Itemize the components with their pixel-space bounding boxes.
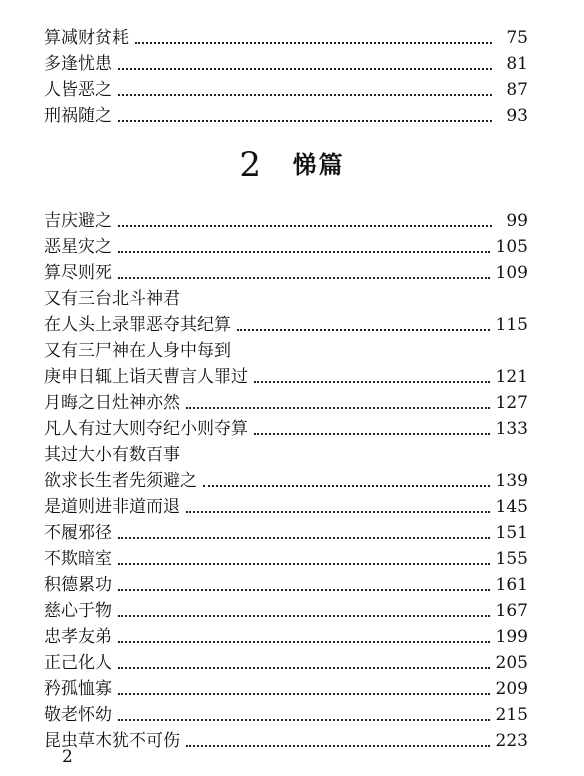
toc-dot-leader bbox=[118, 589, 490, 591]
toc-dot-leader bbox=[186, 745, 490, 747]
toc-entry bbox=[44, 258, 528, 284]
toc-entry-page: 115 bbox=[495, 315, 528, 335]
toc-dot-leader bbox=[118, 537, 490, 539]
toc-dot-leader bbox=[118, 277, 490, 279]
toc-entry-title: 积德累功 bbox=[44, 575, 112, 595]
toc-dot-leader bbox=[118, 641, 490, 643]
toc-entry-page: 109 bbox=[495, 263, 528, 283]
toc-dot-leader bbox=[186, 407, 490, 409]
toc-entry bbox=[44, 388, 528, 414]
toc-entry-page: 151 bbox=[495, 523, 528, 543]
toc-dot-leader bbox=[254, 381, 490, 383]
toc-entry-title: 是道则进非道而退 bbox=[44, 497, 180, 517]
toc-entry-page: 127 bbox=[495, 393, 528, 413]
toc-dot-leader bbox=[135, 42, 492, 44]
toc-dot-leader bbox=[237, 329, 490, 331]
toc-entry-page: 215 bbox=[495, 705, 528, 725]
toc-dot-leader bbox=[118, 94, 492, 96]
toc-entry bbox=[44, 466, 528, 492]
toc-entry bbox=[44, 492, 528, 518]
toc-entry-page: 145 bbox=[495, 497, 528, 517]
toc-entry-title: 庚申日辄上诣天曹言人罪过 bbox=[44, 367, 248, 387]
toc-entry-page: 81 bbox=[506, 54, 528, 74]
chapter-title: 悌篇 bbox=[292, 150, 345, 179]
toc-entry bbox=[44, 674, 528, 700]
toc-dot-leader bbox=[118, 615, 490, 617]
toc-entry-title: 又有三尸神在人身中每到 bbox=[44, 341, 231, 361]
toc-entry-title: 不欺暗室 bbox=[44, 549, 112, 569]
toc-entry-line bbox=[44, 284, 528, 310]
toc-entry bbox=[44, 362, 528, 388]
toc-entry-title: 刑祸随之 bbox=[44, 106, 112, 126]
toc-entry bbox=[44, 648, 528, 674]
toc-entry bbox=[44, 518, 528, 544]
toc-dot-leader bbox=[203, 485, 490, 487]
toc-entry-title: 不履邪径 bbox=[44, 523, 112, 543]
toc-dot-leader bbox=[254, 433, 490, 435]
toc-entry-title: 算尽则死 bbox=[44, 263, 112, 283]
toc-entry-title: 在人头上录罪恶夺其纪算 bbox=[44, 315, 231, 335]
toc-entry-title: 敬老怀幼 bbox=[44, 705, 112, 725]
toc-entry-page: 167 bbox=[495, 601, 528, 621]
toc-entry-line bbox=[44, 336, 528, 362]
toc-dot-leader bbox=[118, 719, 490, 721]
toc-dot-leader bbox=[118, 251, 490, 253]
toc-entry-title: 正己化人 bbox=[44, 653, 112, 673]
toc-entry bbox=[44, 206, 528, 232]
toc-entry-title: 月晦之日灶神亦然 bbox=[44, 393, 180, 413]
toc-entry-title: 慈心于物 bbox=[44, 601, 112, 621]
toc-entry-page: 209 bbox=[495, 679, 528, 699]
toc-entry-title: 其过大小有数百事 bbox=[44, 445, 180, 465]
toc-entry-page: 205 bbox=[495, 653, 528, 673]
toc-entry bbox=[44, 23, 528, 49]
toc-entry bbox=[44, 622, 528, 648]
toc-entry-page: 139 bbox=[495, 471, 528, 491]
toc-dot-leader bbox=[118, 68, 492, 70]
toc-entry-title: 人皆恶之 bbox=[44, 80, 112, 100]
toc-entry bbox=[44, 49, 528, 75]
toc-entry-title: 昆虫草木犹不可伤 bbox=[44, 731, 180, 751]
toc-entry-page: 161 bbox=[495, 575, 528, 595]
toc-entry-title: 恶星灾之 bbox=[44, 237, 112, 257]
toc-entry-title: 算减财贫耗 bbox=[44, 28, 129, 48]
toc-entry-title: 欲求长生者先须避之 bbox=[44, 471, 197, 491]
toc-entry bbox=[44, 700, 528, 726]
toc-entry-page: 223 bbox=[495, 731, 528, 751]
toc-entry bbox=[44, 414, 528, 440]
toc-entry bbox=[44, 101, 528, 127]
toc-entry bbox=[44, 232, 528, 258]
toc-entry bbox=[44, 75, 528, 101]
toc-dot-leader bbox=[186, 511, 490, 513]
toc-entry bbox=[44, 726, 528, 752]
toc-entry bbox=[44, 570, 528, 596]
chapter-number: 2 bbox=[239, 145, 262, 185]
toc-entry-page: 87 bbox=[506, 80, 528, 100]
toc-entry-page: 199 bbox=[495, 627, 528, 647]
toc-entry-title: 忠孝友弟 bbox=[44, 627, 112, 647]
toc-entry-title: 吉庆避之 bbox=[44, 211, 112, 231]
toc-entry-title: 矜孤恤寡 bbox=[44, 679, 112, 699]
chapter-heading bbox=[0, 145, 584, 185]
toc-entry-page: 121 bbox=[495, 367, 528, 387]
toc-entry bbox=[44, 596, 528, 622]
toc-entry-line bbox=[44, 440, 528, 466]
toc-entry-title: 多逢忧患 bbox=[44, 54, 112, 74]
toc-entry-page: 99 bbox=[506, 211, 528, 231]
toc-entry-page: 105 bbox=[495, 237, 528, 257]
toc-dot-leader bbox=[118, 563, 490, 565]
toc-dot-leader bbox=[118, 667, 490, 669]
toc-entry-page: 133 bbox=[495, 419, 528, 439]
toc-entry bbox=[44, 310, 528, 336]
toc-entry-page: 93 bbox=[506, 106, 528, 126]
toc-entry-title: 凡人有过大则夺纪小则夺算 bbox=[44, 419, 248, 439]
toc-entry-title: 又有三台北斗神君 bbox=[44, 289, 180, 309]
toc-dot-leader bbox=[118, 120, 492, 122]
toc-dot-leader bbox=[118, 225, 492, 227]
toc-entry-page: 75 bbox=[506, 28, 528, 48]
toc-dot-leader bbox=[118, 693, 490, 695]
toc-entry bbox=[44, 544, 528, 570]
toc-entry-page: 155 bbox=[495, 549, 528, 569]
page-number: 2 bbox=[62, 747, 73, 767]
